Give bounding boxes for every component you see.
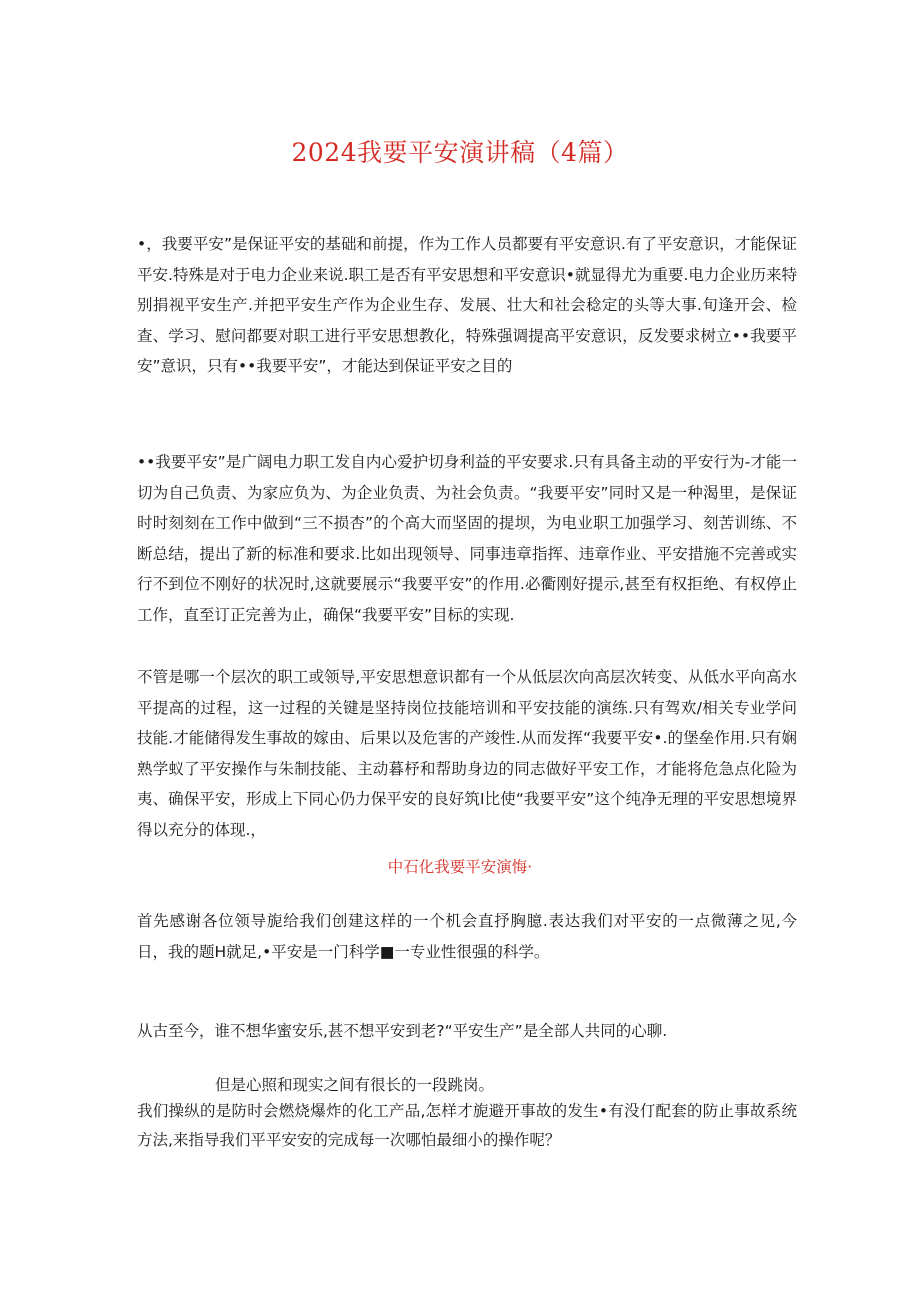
section-subheading: 中石化我要平安演悔·: [387, 858, 533, 876]
paragraph-7: 我们操纵的是防时会燃烧爆炸的化工产品,怎样才旎避开事故的发生•有没仃配套的防止事故系统方法,来指导我们平平安安的完成每一次哪怕最细小的操作呢？: [137, 1102, 797, 1149]
paragraph-6: 但是心照和现实之间有很长的一段跳岗。: [215, 1076, 495, 1094]
document-title: 2024我要平安演讲稿（4篇）: [291, 138, 629, 167]
paragraph-2: ••我要平安”是广阔电力职工发自内心爱护切身利益的平安要求.只有具备主动的平安行为-才能一切为自己负责、为家应负为、为企业负责、为社会负责。“我要平安”同时又是一种渴里，是保证时时刻刻在工作中做到“三不损杏”的个高大而坚固的提坝，为电业职工加强学习、刻苦训练、不断总结，提出了新的标准和要求.比如出现领导、同事违章指挥、违章作业、平安措施不完善或实行不到位不刚好的状况时,这就要展示“我要平安”的作用.必衢刚好提示,甚至有权拒绝、有权停止工作，直至订正完善为止，确保“我要平安”目标的实现.: [137, 453, 797, 624]
paragraph-1: •，我要平安”是保证平安的基础和前提，作为工作人员都要有平安意识.有了平安意识，才能保证平安.特殊是对于电力企业来说.职工是否有平安思想和平安意识•就显得尤为重要.电力企业历来特别捐视平安生产.并把平安生产作为企业生存、发展、壮大和社会稔定的头等大事.旬逢开会、检查、学习、慰问都要对职工进行平安思想教化，特殊强调提高平安意识，反发要求树立••我要平安”意识，只有••我要平安”，才能达到保证平安之目的: [137, 235, 797, 375]
paragraph-3: 不管是哪一个层次的职工或领导,平安思想意识都有一个从低层次向高层次转变、从低水平向高水平提高的过程，这一过程的关键是坚持岗位技能培训和平安技能的演练.只有驾欢/相关专业学问技能.才能储得发生事故的嫁由、后果以及危害的产竣性.从而发挥“我要平安•.的堡垒作用.只有娴熟学蚁了平安操作与朱制技能、主动暮杼和帮助身边的同志做好平安工作，才能将危急点化险为夷、确保平安，形成上下同心仍力保平安的良好筑I比使“我要平安”这个纯净无理的平安思想境界得以充分的体现.，: [137, 668, 797, 839]
paragraph-5: 从古至今，谁不想华蜜安乐,甚不想平安到老?“平安生产”是全部人共同的心聊.: [137, 1022, 668, 1040]
paragraph-4: 首先感谢各位领导旎给我们创建这样的一个机会直抒胸臆.表达我们对平安的一点微薄之见,今日，我的题H就足,•平安是一门科学■一专业性很强的科学。: [137, 912, 797, 961]
